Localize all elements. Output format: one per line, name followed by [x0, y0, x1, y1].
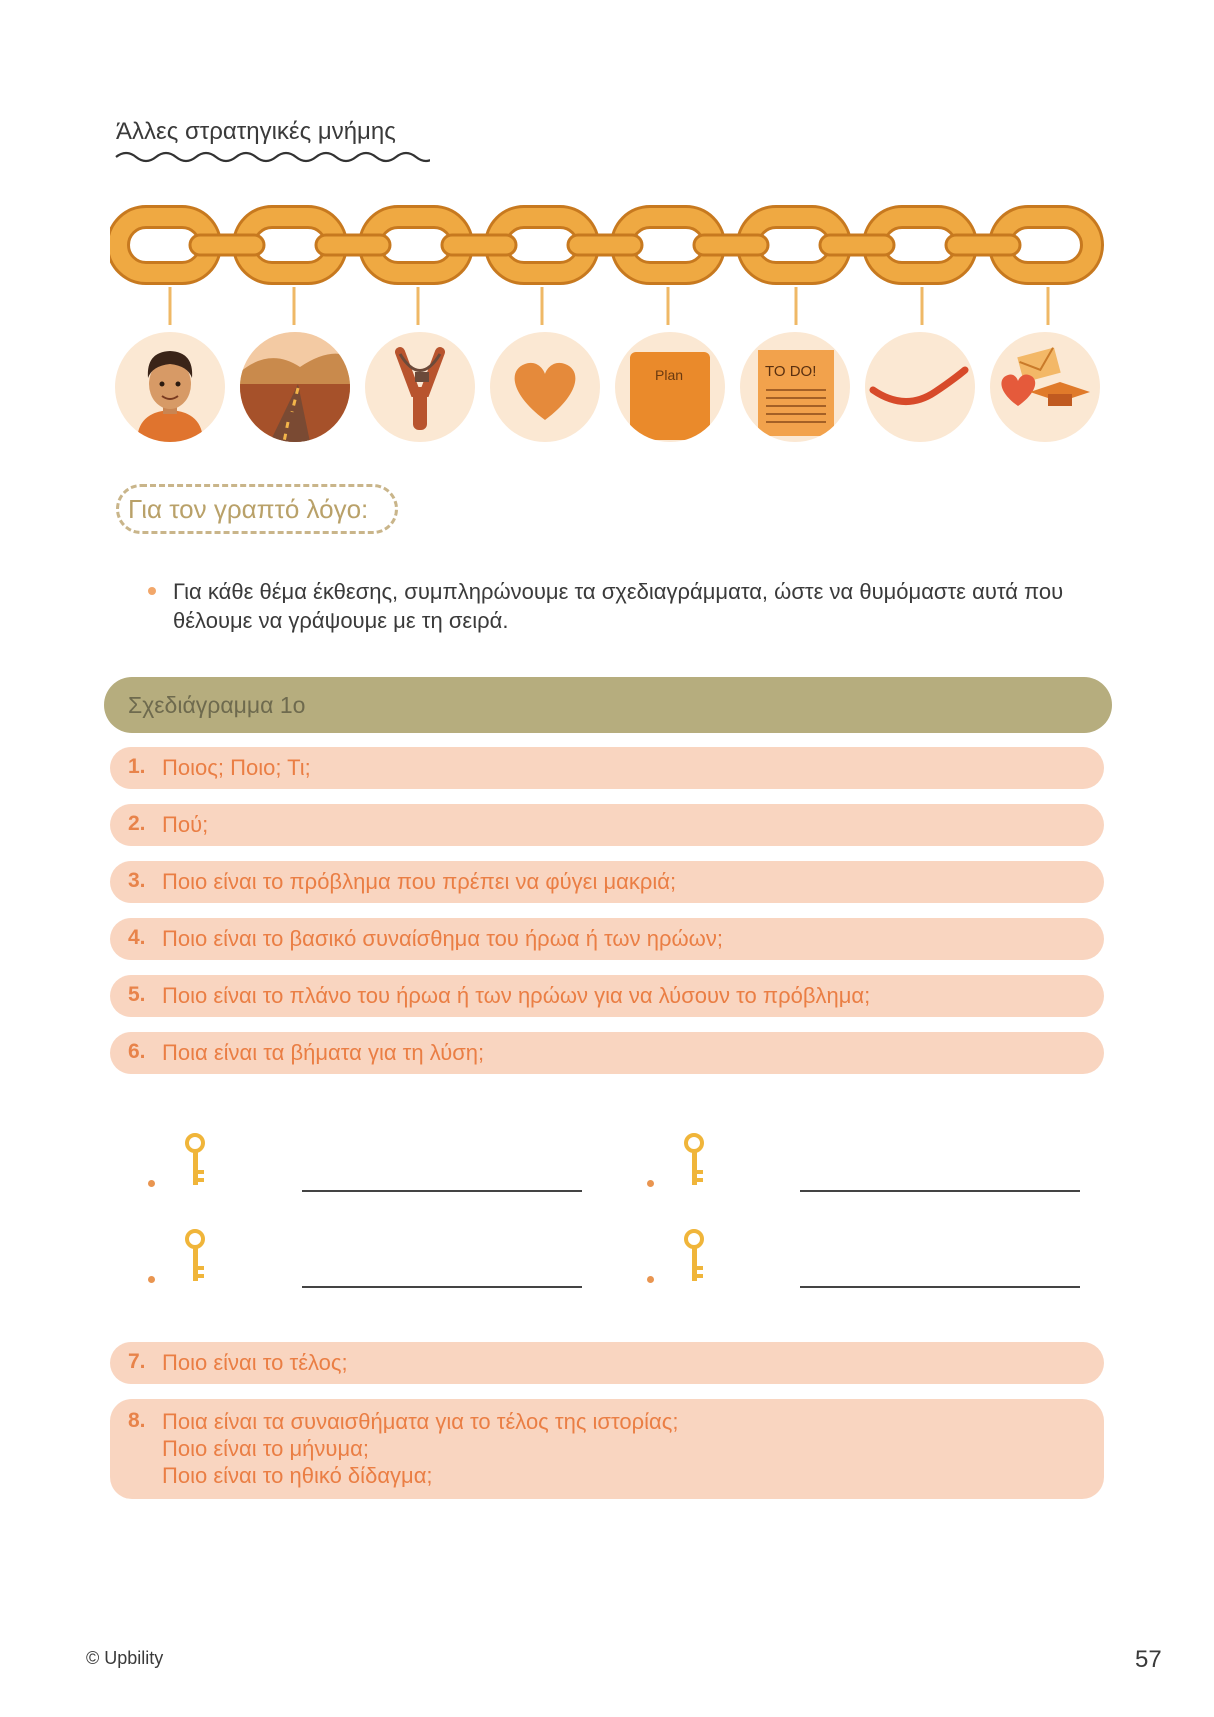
chain-illustration: [110, 205, 1110, 325]
question-text: Ποιο είναι το βασικό συναίσθημα του ήρωα ή των ηρώων;: [162, 926, 723, 951]
answer-line[interactable]: [800, 1286, 1080, 1288]
question-row-6: [110, 1032, 1104, 1074]
svg-text:Plan: Plan: [655, 367, 684, 383]
bullet-icon: [148, 587, 156, 595]
question-text: Πού;: [162, 812, 209, 837]
question-number: 5.: [128, 983, 146, 1006]
question-row-5: [110, 975, 1104, 1017]
bullet-icon: [647, 1180, 654, 1187]
question-row-7: [110, 1342, 1104, 1384]
question-row-1: [110, 747, 1104, 789]
svg-text:TO DO!: TO DO!: [765, 363, 817, 380]
plan-note-icon: [615, 332, 725, 442]
key-icon: [681, 1228, 707, 1284]
boy-icon: [115, 332, 225, 442]
question-row-3: [110, 861, 1104, 903]
question-row-4: [110, 918, 1104, 960]
question-number: 7.: [128, 1350, 146, 1373]
key-icon: [182, 1132, 208, 1188]
question-number: 6.: [128, 1040, 146, 1063]
question-text: Ποιος; Ποιο; Τι;: [162, 755, 311, 780]
section-title: Άλλες στρατηγικές μνήμης: [116, 118, 396, 145]
bullet-icon: [148, 1180, 155, 1187]
intro-text: Για κάθε θέμα έκθεσης, συμπληρώνουμε τα σχεδιαγράμματα, ώστε να θυμόμαστε αυτά που θέλουμε να γράψουμε με τη σειρά.: [173, 579, 1064, 633]
answer-line[interactable]: [800, 1190, 1080, 1192]
question-text: Ποιο είναι το τέλος;: [162, 1350, 348, 1375]
copyright-text: © Upbility: [86, 1648, 164, 1668]
answer-line[interactable]: [302, 1190, 582, 1192]
question-number: 4.: [128, 926, 146, 949]
plan-title: Σχεδιάγραμμα 1ο: [128, 692, 306, 718]
question-number: 3.: [128, 869, 146, 892]
letter-heart-cap-icon: [990, 332, 1100, 442]
answer-line[interactable]: [302, 1286, 582, 1288]
question-text-line3: Ποιο είναι το ηθικό δίδαγμα;: [162, 1463, 433, 1488]
question-text: Ποια είναι τα συναισθήματα για το τέλος της ιστορίας;: [162, 1409, 679, 1434]
question-row-8: [110, 1399, 1104, 1499]
slingshot-icon: [365, 332, 475, 442]
written-speech-label: Για τον γραπτό λόγο:: [128, 494, 369, 524]
question-text-line2: Ποιο είναι το μήνυμα;: [162, 1436, 369, 1461]
question-text: Ποιο είναι το πλάνο του ήρωα ή των ηρώων για να λύσουν το πρόβλημα;: [162, 983, 871, 1008]
page-number: 57: [1135, 1646, 1162, 1673]
bullet-icon: [148, 1276, 155, 1283]
question-number: 8.: [128, 1409, 146, 1432]
question-text: Ποιο είναι το πρόβλημα που πρέπει να φύγει μακριά;: [162, 869, 677, 894]
curve-icon: [865, 332, 975, 442]
bullet-icon: [647, 1276, 654, 1283]
question-number: 1.: [128, 755, 146, 778]
heart-icon: [490, 332, 600, 442]
wavy-underline: [114, 150, 430, 164]
todo-list-icon: [740, 332, 850, 442]
key-icon: [182, 1228, 208, 1284]
key-icon: [681, 1132, 707, 1188]
question-text: Ποια είναι τα βήματα για τη λύση;: [162, 1040, 485, 1065]
road-icon: [240, 332, 350, 442]
question-row-2: [110, 804, 1104, 846]
question-number: 2.: [128, 812, 146, 835]
